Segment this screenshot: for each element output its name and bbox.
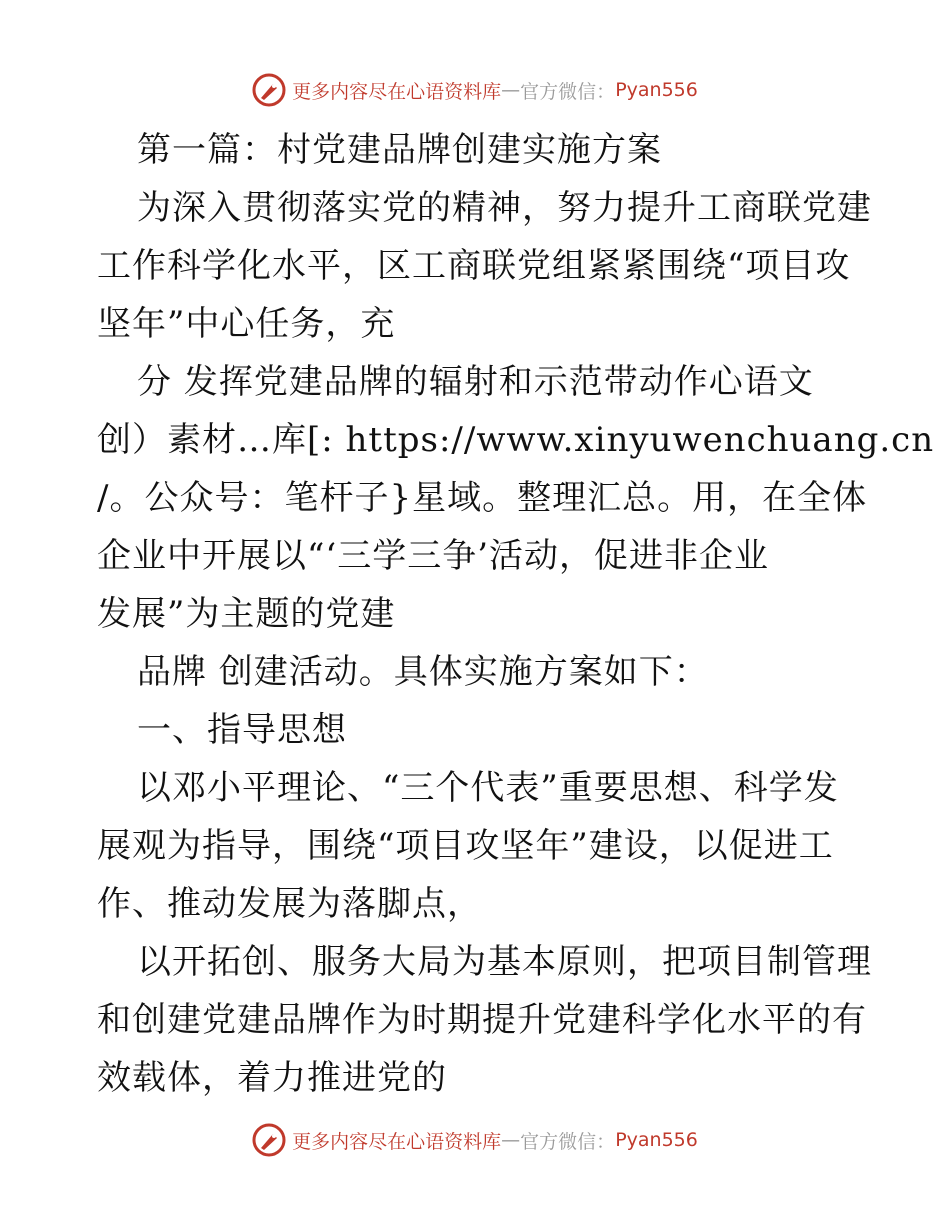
header-banner: [0, 70, 950, 110]
banner-official-label: 官方微信：: [520, 80, 616, 103]
section-heading: 一、指导思想: [137, 710, 347, 750]
paragraph-line: 坚年”中心任务，充: [97, 304, 396, 344]
paragraph-line: 和创建党建品牌作为时期提升党建科学化水平的有: [97, 1000, 867, 1040]
banner-title: 更多内容尽在心语资料库: [292, 1130, 502, 1153]
paragraph-line: 以邓小平理论、“三个代表”重要思想、科学发: [137, 768, 839, 808]
paragraph-line: 展观为指导，围绕“项目攻坚年”建设，以促进工: [97, 826, 834, 866]
footer-banner: [0, 1120, 950, 1160]
paragraph-line: 效载体，着力推进党的: [97, 1058, 447, 1098]
banner-title: 更多内容尽在心语资料库: [292, 80, 502, 103]
document-title: 第一篇：村党建品牌创建实施方案: [137, 130, 662, 170]
paragraph-line: 发展”为主题的党建: [97, 594, 396, 634]
banner-dash: —: [501, 79, 521, 101]
paragraph-line: 品牌 创建活动。具体实施方案如下：: [137, 652, 709, 692]
paragraph-line: /。公众号：笔杆子}星域。整理汇总。用，在全体: [97, 478, 868, 518]
pen-nib-logo-icon: [252, 1123, 286, 1157]
banner-wechat-id: Pyan556: [615, 79, 698, 101]
banner-wechat-id: Pyan556: [615, 1129, 698, 1151]
banner-official-label: 官方微信：: [520, 1130, 616, 1153]
paragraph-line: 企业中开展以“‘三学三争’活动，促进非企业: [97, 536, 769, 576]
paragraph-line: 创）素材…库[: https://www.xinyuwenchuang.cn: [97, 420, 935, 460]
paragraph-line: 以开拓创、服务大局为基本原则，把项目制管理: [137, 942, 872, 982]
paragraph-line: 分 发挥党建品牌的辐射和示范带动作心语文: [137, 362, 814, 402]
banner-dash: —: [501, 1129, 521, 1151]
pen-nib-logo-icon: [252, 73, 286, 107]
paragraph-line: 为深入贯彻落实党的精神，努力提升工商联党建: [137, 188, 872, 228]
paragraph-line: 工作科学化水平，区工商联党组紧紧围绕“项目攻: [97, 246, 851, 286]
paragraph-line: 作、推动发展为落脚点，: [97, 884, 482, 924]
